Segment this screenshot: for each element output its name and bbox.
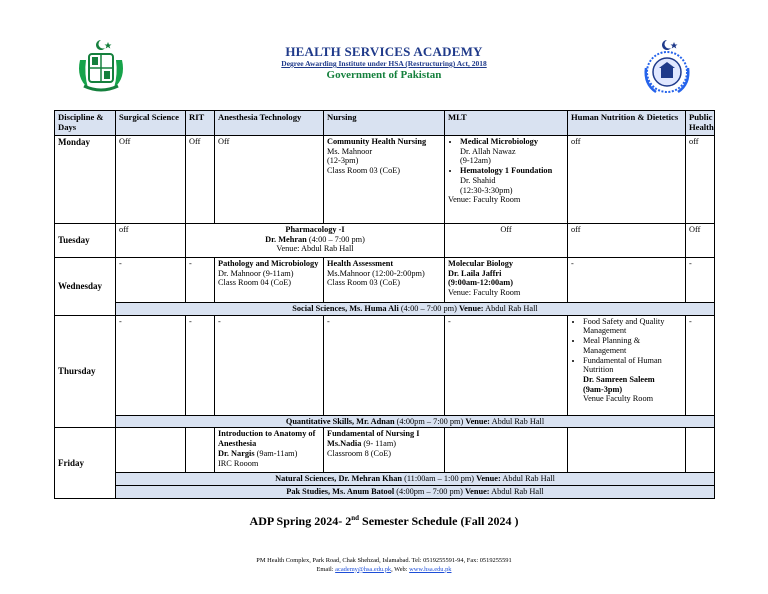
- thursday-rit: -: [186, 315, 215, 415]
- government-label: Government of Pakistan: [326, 69, 442, 81]
- website-link[interactable]: www.hsa.edu.pk: [409, 565, 452, 573]
- time: (9- 11am): [363, 439, 397, 449]
- course-title: Medical Microbiology: [460, 137, 538, 146]
- wednesday-mlt: [445, 258, 568, 303]
- room: Classroom 8 (CoE): [327, 448, 392, 458]
- course-list: [448, 137, 564, 195]
- teacher: Dr. Shahid: [460, 175, 496, 185]
- wednesday-row: [55, 258, 715, 303]
- teacher: Dr. Laila Jaffri: [448, 268, 502, 278]
- course-title: Hematology 1 Foundation: [460, 166, 553, 176]
- venue: Abdul Rab Hall: [485, 304, 538, 313]
- email-label: Email:: [316, 565, 334, 573]
- wednesday-public-health: -: [686, 258, 715, 303]
- course-title: Pharmacology -I: [285, 225, 345, 234]
- monday-surgical: Off: [116, 136, 186, 224]
- time: (12-3pm): [327, 156, 359, 166]
- venue: Venue Faculty Room: [583, 394, 654, 404]
- tuesday-nutrition: off: [568, 224, 686, 258]
- tuesday-public-health: Off: [686, 224, 715, 258]
- friday-public-health: [686, 428, 715, 473]
- teacher: Dr. Mehran: [265, 234, 307, 244]
- list-item: [583, 356, 682, 405]
- thursday-shared-row: [55, 415, 715, 428]
- day-tuesday: Tuesday: [55, 224, 116, 258]
- time: (4:00pm – 7:00 pm): [396, 416, 464, 426]
- venue: Venue: Faculty Room: [448, 288, 521, 298]
- friday-rit: [186, 428, 215, 473]
- monday-public-health: off: [686, 136, 715, 224]
- monday-anesthesia: Off: [215, 136, 324, 224]
- col-header-nursing: Nursing: [324, 111, 445, 136]
- col-header-surgical: Surgical Science: [116, 111, 186, 136]
- teacher: Dr. Nargis: [218, 448, 255, 458]
- course-title: Molecular Biology: [448, 259, 514, 268]
- venue: Abdul Rab Hall: [491, 487, 544, 497]
- wednesday-surgical: -: [116, 258, 186, 303]
- time: (4:00pm – 7:00 pm): [396, 487, 463, 497]
- venue-label: Venue:: [465, 416, 490, 426]
- time: (11:00am – 1:00 pm): [404, 474, 475, 484]
- course-title: Fundamental of Nursing I: [327, 429, 420, 439]
- list-item: • Food Safety and Quality Management: [583, 317, 682, 336]
- tuesday-pharmacology: [186, 224, 445, 258]
- time: (9:00am-12:00am): [448, 278, 513, 288]
- monday-mlt: [445, 136, 568, 224]
- email-link[interactable]: academy@hsa.edu.pk: [335, 565, 392, 573]
- friday-shared-row-2: [55, 486, 715, 499]
- time: (12:30-3:30pm): [460, 185, 513, 195]
- list-item: [460, 166, 564, 195]
- thursday-nursing: -: [324, 315, 445, 415]
- course-title: Introduction to Anatomy of Anesthesia: [218, 429, 316, 449]
- wednesday-shared-row: [55, 303, 715, 316]
- col-header-anesthesia: Anesthesia Technology: [215, 111, 324, 136]
- course-title: Quantitative Skills, Mr. Adnan: [285, 416, 395, 426]
- thursday-mlt: -: [445, 315, 568, 415]
- teacher: Ms.Mahnoor (12:00-2:00pm): [327, 268, 425, 278]
- venue-label: Venue:: [476, 474, 501, 484]
- venue-label: Venue:: [458, 304, 484, 313]
- tuesday-row: [55, 224, 715, 258]
- thursday-nutrition: [568, 315, 686, 415]
- day-friday: Friday: [55, 428, 116, 498]
- monday-row: [55, 136, 715, 224]
- col-header-rit: RIT: [186, 111, 215, 136]
- wednesday-nursing: [324, 258, 445, 303]
- wednesday-rit: -: [186, 258, 215, 303]
- list-item: [460, 137, 564, 166]
- venue: Abdul Rab Hall: [502, 474, 555, 484]
- friday-mlt: [445, 428, 568, 473]
- teacher: Ms. Mahnoor: [327, 146, 373, 156]
- course-title: Social Sciences, Ms. Huma Ali: [292, 304, 399, 313]
- wednesday-anesthesia: [215, 258, 324, 303]
- footer-address: PM Health Complex, Park Road, Chak Shehzad, Islamabad. Tel: 0519255591-94, Fax: 0519255591: [256, 557, 512, 564]
- tuesday-mlt: Off: [445, 224, 568, 258]
- header-row: [55, 111, 715, 136]
- venue: Venue: Faculty Room: [448, 195, 521, 205]
- list-item: • Meal Planning & Management: [583, 336, 682, 355]
- time: (4:00 – 7:00 pm): [400, 304, 457, 313]
- wednesday-nutrition: -: [568, 258, 686, 303]
- academy-subtitle: Degree Awarding Institute under HSA (Restructuring) Act, 2018: [281, 59, 487, 68]
- teacher: Dr. Allah Nawaz: [460, 146, 516, 156]
- teacher: Dr. Samreen Saleem: [583, 374, 655, 384]
- thursday-anesthesia: -: [215, 315, 324, 415]
- teacher: Dr. Mahnoor (9-11am): [218, 268, 294, 278]
- course-title: Community Health Nursing: [327, 137, 427, 146]
- monday-nursing: [324, 136, 445, 224]
- room: Class Room 03 (CoE): [327, 278, 401, 288]
- course-title: Pak Studies, Ms. Anum Batool: [286, 487, 395, 497]
- venue: Abdul Rab Hall: [491, 416, 545, 426]
- web-label: , Web:: [391, 565, 408, 573]
- day-wednesday: Wednesday: [55, 258, 116, 316]
- schedule-caption: [0, 514, 768, 529]
- course-title: Pathology and Microbiology: [218, 259, 319, 268]
- time: (4:00 – 7:00 pm): [308, 234, 365, 244]
- friday-row: [55, 428, 715, 473]
- day-thursday: Thursday: [55, 315, 116, 428]
- thursday-surgical: -: [116, 315, 186, 415]
- col-header-nutrition: Human Nutrition & Dietetics: [568, 111, 686, 136]
- friday-anesthesia: [215, 428, 324, 473]
- friday-shared-course-2: [116, 486, 715, 499]
- time: (9am-11am): [256, 448, 298, 458]
- footer: [0, 557, 768, 574]
- col-header-discipline: Discipline & Days: [55, 111, 116, 136]
- room: IRC Rooom: [218, 458, 259, 468]
- col-header-mlt: MLT: [445, 111, 568, 136]
- tuesday-surgical: off: [116, 224, 186, 258]
- friday-shared-course-1: [116, 473, 715, 486]
- venue: Venue: Abdul Rab Hall: [276, 244, 354, 254]
- caption-text: ADP Spring 2024- 2: [249, 514, 352, 528]
- time: (9am-3pm): [583, 384, 623, 394]
- room: Class Room 04 (CoE): [218, 278, 292, 288]
- time: (9-12am): [460, 156, 491, 166]
- room: Class Room 03 (CoE): [327, 166, 401, 176]
- course-title: Health Assessment: [327, 259, 394, 268]
- course-title: Fundamental of Human Nutrition: [583, 355, 662, 375]
- thursday-shared-course: [116, 415, 715, 428]
- caption-superscript: nd: [351, 514, 360, 522]
- monday-nutrition: off: [568, 136, 686, 224]
- thursday-row: [55, 315, 715, 415]
- footer-contact: [0, 566, 768, 575]
- teacher: Ms.Nadia: [327, 439, 362, 449]
- thursday-public-health: -: [686, 315, 715, 415]
- course-list: [571, 317, 682, 404]
- wednesday-shared-course: [116, 303, 715, 316]
- venue-label: Venue:: [464, 487, 490, 497]
- friday-shared-row-1: [55, 473, 715, 486]
- caption-text-end: Semester Schedule (Fall 2024 ): [359, 514, 519, 528]
- schedule-table: [54, 110, 715, 499]
- course-title: Natural Sciences, Dr. Mehran Khan: [275, 474, 402, 484]
- friday-nursing: [324, 428, 445, 473]
- academy-title: HEALTH SERVICES ACADEMY: [285, 44, 483, 59]
- day-monday: Monday: [55, 136, 116, 224]
- monday-rit: Off: [186, 136, 215, 224]
- friday-surgical: [116, 428, 186, 473]
- friday-nutrition: [568, 428, 686, 473]
- col-header-public-health: Public Health: [686, 111, 715, 136]
